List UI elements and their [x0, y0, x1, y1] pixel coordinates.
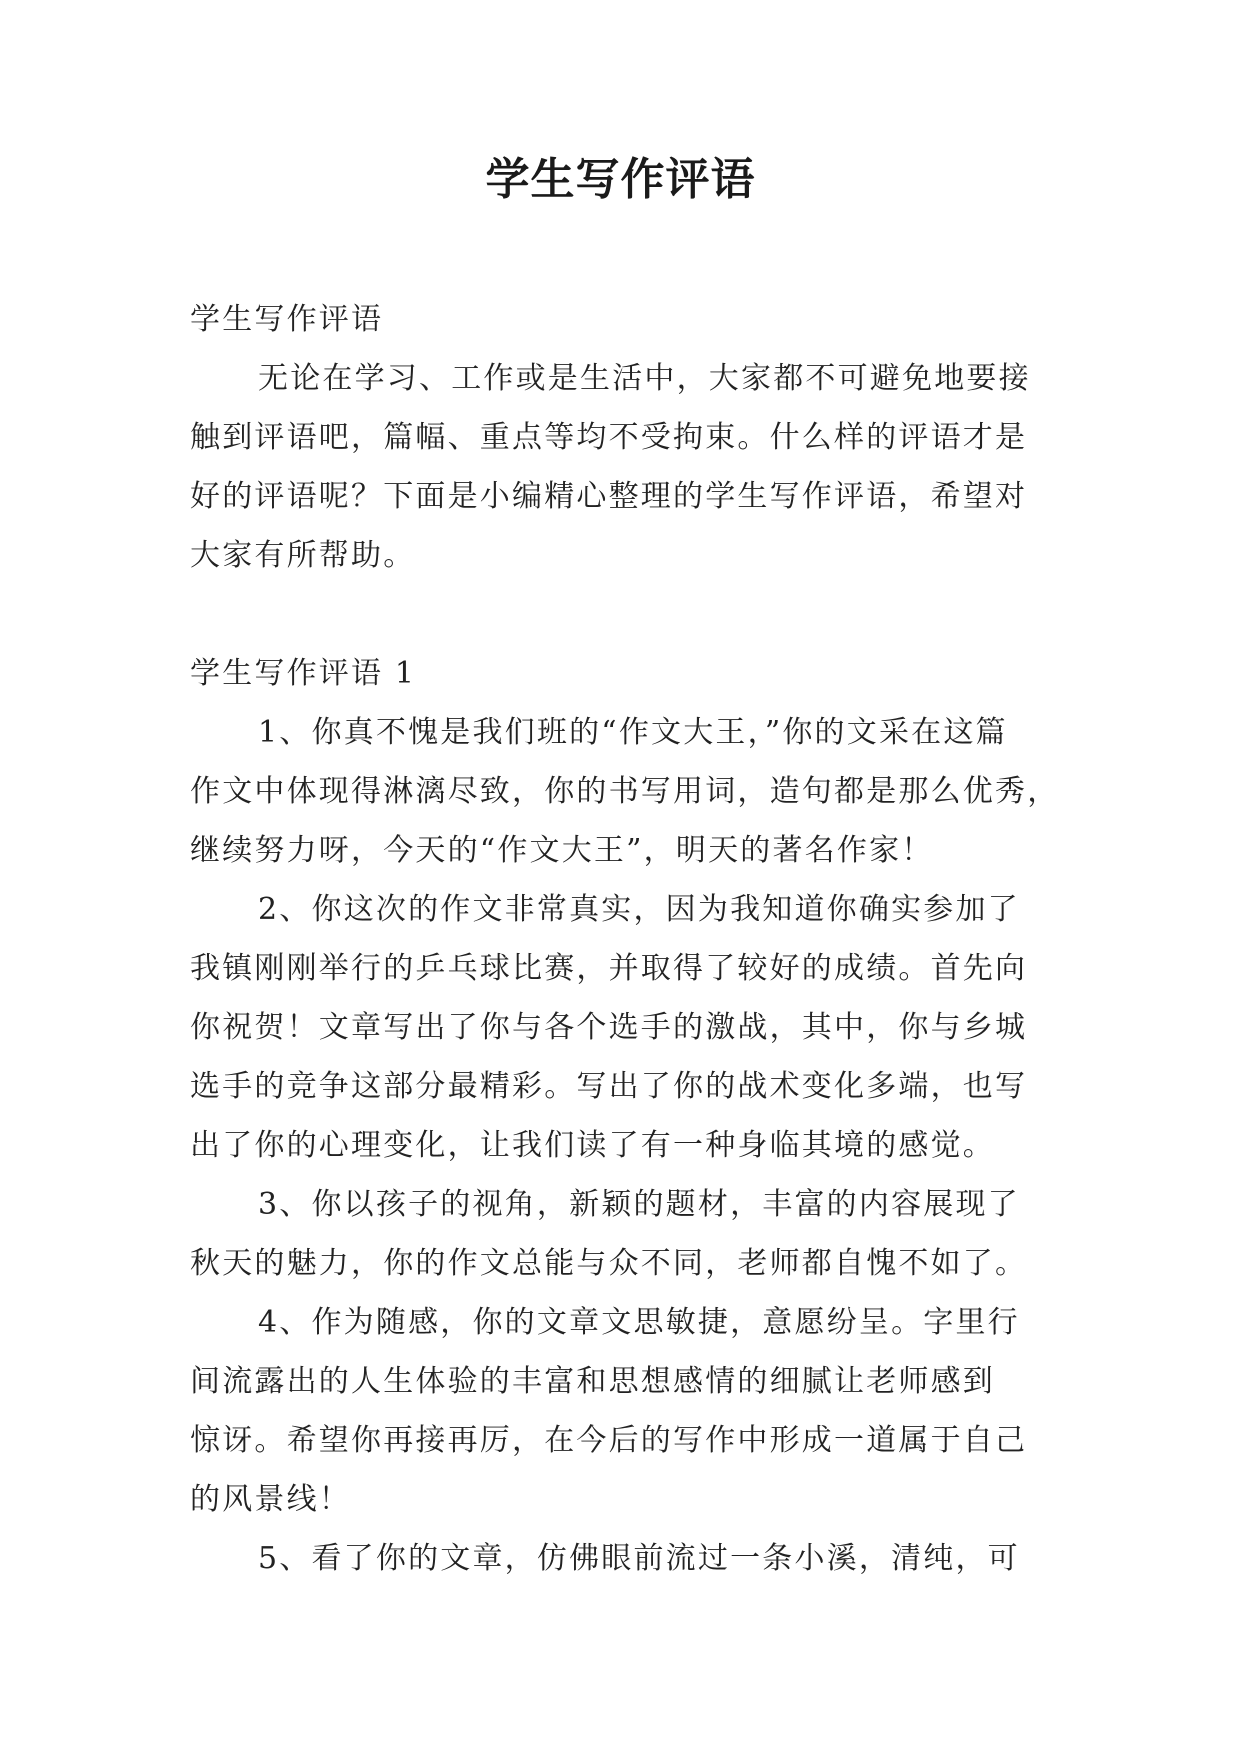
- document-body: [190, 290, 1090, 1588]
- comment-line: 你祝贺！文章写出了你与各个选手的激战，其中，你与乡城: [190, 1010, 1028, 1045]
- comment-item-4: [190, 1293, 1090, 1529]
- document-title: 学生写作评语: [485, 154, 756, 205]
- comment-line: 5、看了你的文章，仿佛眼前流过一条小溪，清纯，可: [258, 1541, 1020, 1576]
- comment-line: 1、你真不愧是我们班的“作文大王，”你的文采在这篇: [258, 715, 1008, 750]
- section-heading: 学生写作评语 1: [190, 656, 417, 691]
- comment-item-3: [190, 1175, 1090, 1293]
- comment-line: 出了你的心理变化，让我们读了有一种身临其境的感觉。: [190, 1128, 995, 1163]
- intro-line: 触到评语吧，篇幅、重点等均不受拘束。什么样的评语才是: [190, 420, 1028, 455]
- comment-item-1: [190, 703, 1090, 880]
- comment-line: 作文中体现得淋漓尽致，你的书写用词，造句都是那么优秀，: [190, 774, 1060, 809]
- comment-line: 惊讶。希望你再接再厉，在今后的写作中形成一道属于自己: [190, 1423, 1028, 1458]
- comment-line: 秋天的魅力，你的作文总能与众不同，老师都自愧不如了。: [190, 1246, 1028, 1281]
- comment-line: 2、你这次的作文非常真实，因为我知道你确实参加了: [258, 892, 1020, 927]
- comment-line: 4、作为随感，你的文章文思敏捷，意愿纷呈。字里行: [258, 1305, 1020, 1340]
- comment-line: 选手的竞争这部分最精彩。写出了你的战术变化多端，也写: [190, 1069, 1028, 1104]
- subtitle: 学生写作评语: [190, 302, 384, 337]
- comment-line: 继续努力呀，今天的“作文大王”，明天的著名作家！: [190, 833, 934, 868]
- intro-line: 好的评语呢？下面是小编精心整理的学生写作评语，希望对: [190, 479, 1028, 514]
- intro-paragraph: [190, 349, 1090, 585]
- comment-line: 3、你以孩子的视角，新颖的题材，丰富的内容展现了: [258, 1187, 1020, 1222]
- comment-item-2: [190, 880, 1090, 1175]
- comment-item-5: [190, 1529, 1090, 1588]
- paragraph-gap: [190, 585, 1090, 644]
- comment-line: 间流露出的人生体验的丰富和思想感情的细腻让老师感到: [190, 1364, 995, 1399]
- intro-line: 无论在学习、工作或是生活中，大家都不可避免地要接: [258, 361, 1031, 396]
- comment-line: 的风景线！: [190, 1482, 351, 1517]
- intro-line: 大家有所帮助。: [190, 538, 416, 573]
- comment-line: 我镇刚刚举行的乒乓球比赛，并取得了较好的成绩。首先向: [190, 951, 1028, 986]
